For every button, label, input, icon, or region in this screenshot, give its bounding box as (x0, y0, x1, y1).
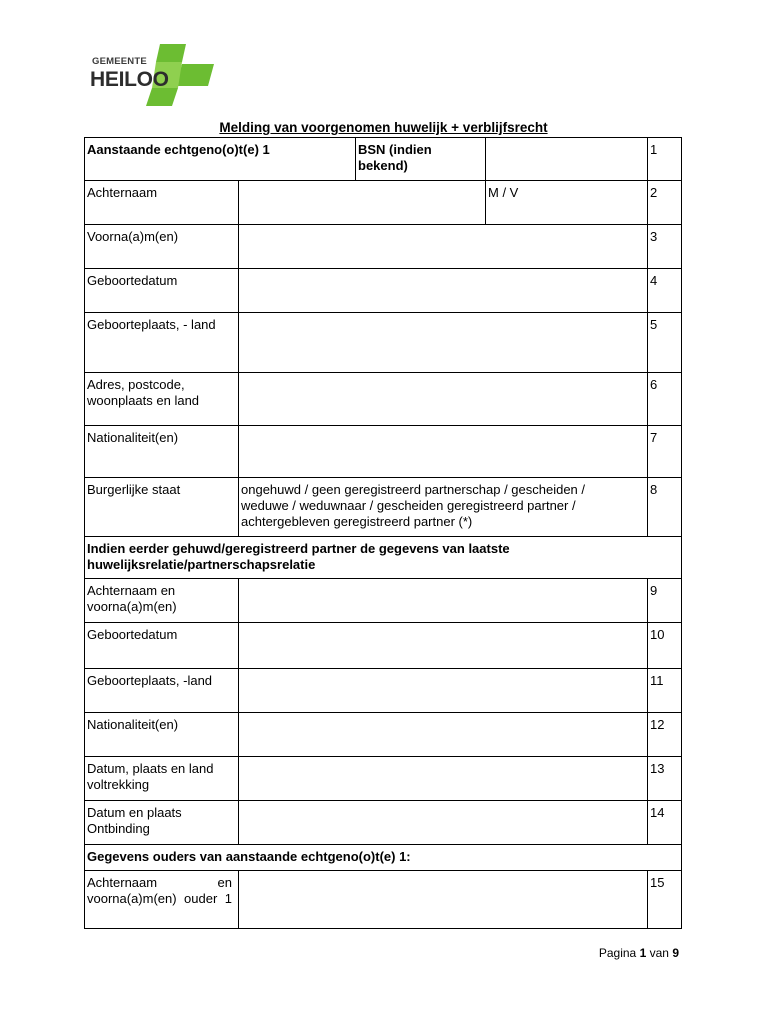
field-number: 6 (650, 377, 658, 392)
surname-input[interactable] (239, 181, 485, 224)
field-number: 7 (650, 430, 658, 445)
bsn-label: BSN (indien bekend) (358, 142, 432, 173)
prev-partner-name-input[interactable] (239, 579, 647, 622)
logo-text-top: GEMEENTE (92, 56, 147, 67)
field-label: Geboortedatum (87, 627, 178, 642)
page-prefix: Pagina (598, 946, 637, 960)
field-number: 1 (650, 142, 658, 157)
field-label: Adres, postcode, woonplaats en land (87, 377, 200, 408)
partner1-header: Aanstaande echtgeno(o)t(e) 1 (87, 142, 270, 157)
field-label: Voorna(a)m(en) (87, 229, 179, 244)
page-mid: van (649, 946, 669, 960)
logo-text-main: HEILOO (90, 68, 169, 91)
field-label: Geboorteplaats, - land (87, 317, 216, 332)
field-label: Achternaam en voorna(a)m(en) (87, 583, 177, 614)
dissolution-date-place-input[interactable] (239, 801, 647, 844)
field-number: 13 (650, 761, 665, 776)
field-number: 4 (650, 273, 658, 288)
field-number: 2 (650, 185, 658, 200)
field-label: Achternaam (87, 185, 158, 200)
prev-partner-birth-place-input[interactable] (239, 669, 647, 712)
previous-marriage-header: Indien eerder gehuwd/geregistreerd partner de gegevens van laatste huwelijksrelatie/partnerschapsrelatie (87, 541, 510, 572)
field-label: Nationaliteit(en) (87, 430, 179, 445)
marital-status-options[interactable]: ongehuwd / geen geregistreerd partnerschap / gescheiden / weduwe / weduwnaar / gescheiden geregistreerd partner / achtergebleven geregistreerd partner (*) (241, 482, 586, 529)
field-label: Geboorteplaats, -land (87, 673, 213, 688)
parent1-name-input[interactable] (239, 871, 647, 928)
field-label: Nationaliteit(en) (87, 717, 179, 732)
field-label: Burgerlijke staat (87, 482, 181, 497)
birth-date-input[interactable] (239, 269, 647, 312)
field-number: 11 (650, 673, 664, 688)
field-number: 3 (650, 229, 658, 244)
marriage-date-place-input[interactable] (239, 757, 647, 800)
field-number: 10 (650, 627, 665, 642)
prev-partner-birth-date-input[interactable] (239, 623, 647, 668)
field-label: Achternaam en voorna(a)m(en) ouder 1 (87, 875, 232, 906)
prev-partner-nationality-input[interactable] (239, 713, 647, 756)
address-input[interactable] (239, 373, 647, 425)
page-indicator (599, 946, 679, 960)
field-number: 5 (650, 317, 658, 332)
bsn-input[interactable] (486, 138, 647, 180)
document-title: Melding van voorgenomen huwelijk + verblijfsrecht (219, 120, 548, 135)
nationality-input[interactable] (239, 426, 647, 477)
field-number: 8 (650, 482, 658, 497)
field-label: Geboortedatum (87, 273, 178, 288)
field-number: 12 (650, 717, 665, 732)
total-pages: 9 (672, 946, 679, 960)
parents-header: Gegevens ouders van aanstaande echtgeno(o)t(e) 1: (87, 849, 411, 864)
current-page: 1 (639, 946, 647, 960)
field-label: Datum, plaats en land voltrekking (87, 761, 214, 792)
field-number: 15 (650, 875, 665, 890)
field-number: 9 (650, 583, 658, 598)
birth-place-input[interactable] (239, 313, 647, 372)
gender-selector[interactable]: M / V (488, 185, 519, 200)
field-number: 14 (650, 805, 665, 820)
field-label: Datum en plaats Ontbinding (87, 805, 182, 836)
first-names-input[interactable] (239, 225, 647, 268)
